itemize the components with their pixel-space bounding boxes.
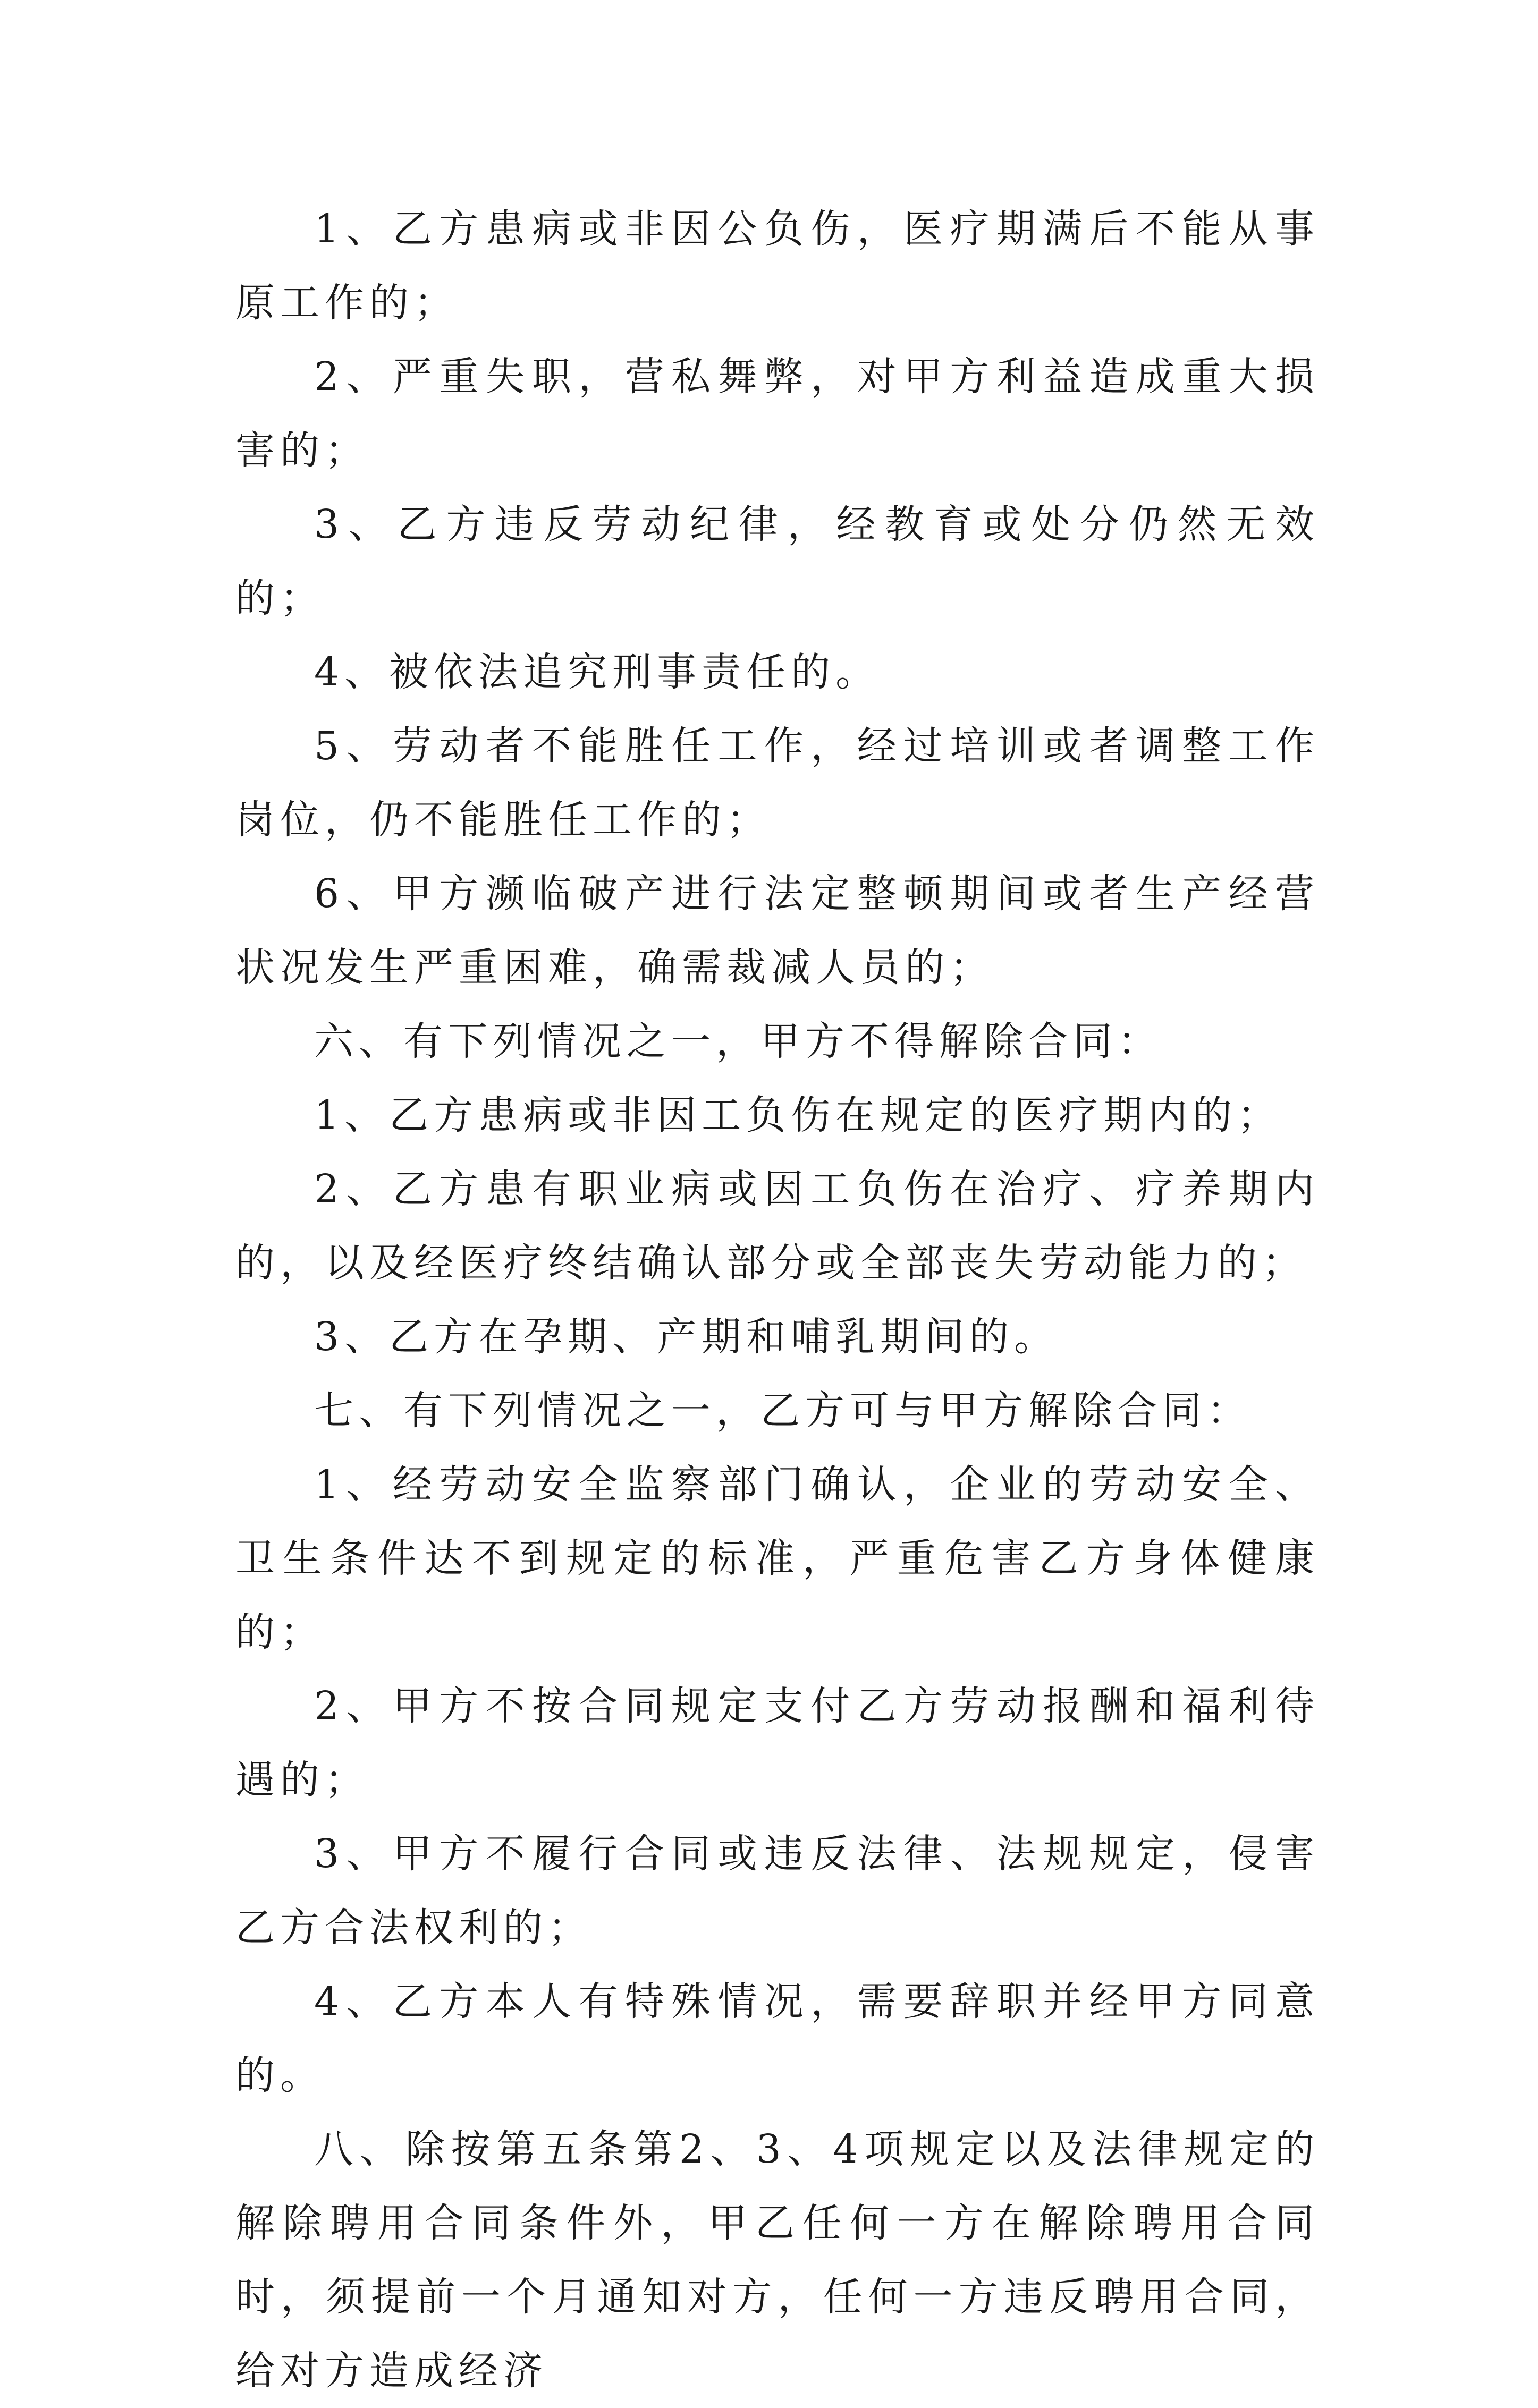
paragraph: 1、乙方患病或非因工负伤在规定的医疗期内的； <box>314 1092 1282 1138</box>
document-body <box>235 192 1320 2408</box>
paragraph: 3、乙方违反劳动纪律，经教育或处分仍然无效的； <box>235 502 1320 621</box>
paragraph: 4、乙方本人有特殊情况，需要辞职并经甲方同意的。 <box>235 1979 1320 2098</box>
paragraph: 1、经劳动安全监察部门确认，企业的劳动安全、卫生条件达不到规定的标准，严重危害乙方身体健康的； <box>235 1462 1320 1655</box>
paragraph: 2、甲方不按合同规定支付乙方劳动报酬和福利待遇的； <box>235 1683 1320 1803</box>
section-heading: 八、除按第五条第2、3、4项规定以及法律规定的解除聘用合同条件外，甲乙任何一方在解除聘用合同时，须提前一个月通知对方，任何一方违反聘用合同，给对方造成经济 <box>235 2126 1320 2394</box>
section-heading: 六、有下列情况之一，甲方不得解除合同： <box>314 1019 1162 1064</box>
paragraph: 1、乙方患病或非因公负伤，医疗期满后不能从事原工作的； <box>235 206 1320 326</box>
paragraph: 2、严重失职，营私舞弊，对甲方利益造成重大损害的； <box>235 354 1320 473</box>
paragraph: 2、乙方患有职业病或因工负伤在治疗、疗养期内的，以及经医疗终结确认部分或全部丧失劳动能力的； <box>235 1166 1320 1286</box>
paragraph: 5、劳动者不能胜任工作，经过培训或者调整工作岗位，仍不能胜任工作的； <box>235 723 1320 843</box>
paragraph: 4、被依法追究刑事责任的。 <box>314 649 881 695</box>
paragraph: 3、乙方在孕期、产期和哺乳期间的。 <box>314 1314 1059 1360</box>
section-heading: 七、有下列情况之一，乙方可与甲方解除合同： <box>314 1388 1252 1434</box>
paragraph: 6、甲方濒临破产进行法定整顿期间或者生产经营状况发生严重困难，确需裁减人员的； <box>235 871 1320 990</box>
paragraph: 3、甲方不履行合同或违反法律、法规规定，侵害乙方合法权利的； <box>235 1831 1320 1951</box>
